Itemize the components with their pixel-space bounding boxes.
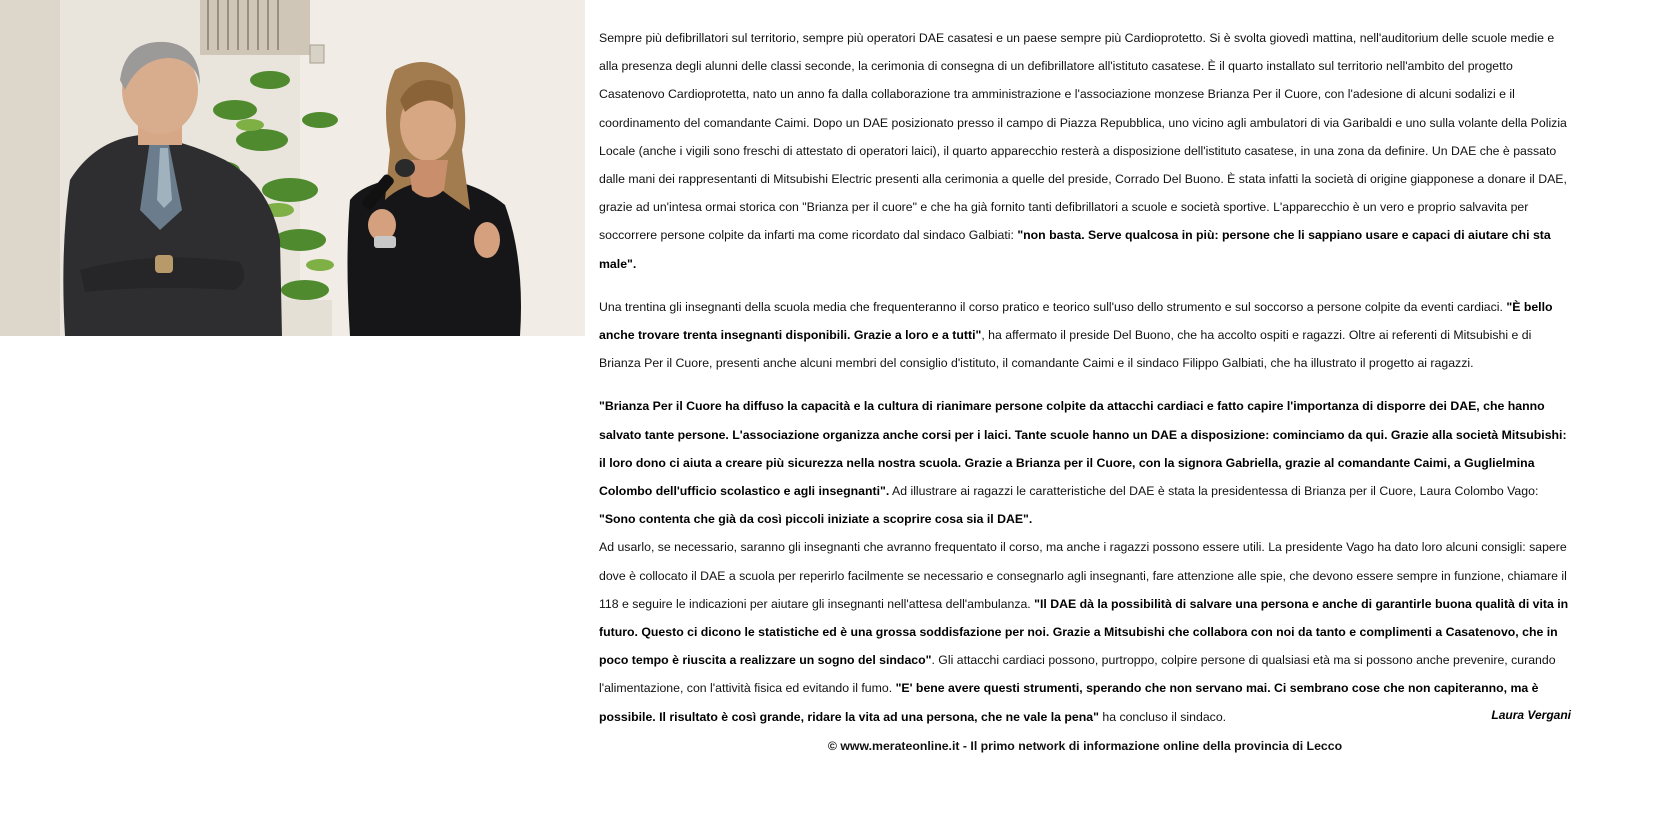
- paragraph-text: Ad usarlo, se necessario, saranno gli insegnanti che avranno frequentato il corso, ma anche i ragazzi possono essere utili. La presidente Vago ha dato loro alcuni consigli: sapere dove è collocato il DAE a scuola per reperirlo facilmente se necessario e consegnarlo agli insegnanti, fare attenzione alle spie, che devono essere sempre in funzione, chiamare il 118 e seguire le indicazioni per aiutare gli insegnanti nell'attesa dell'ambulanza.: [599, 540, 1567, 611]
- site-footer: © www.merateonline.it - Il primo network di informazione online della provincia di Lecco: [827, 739, 1343, 753]
- author-signature: Laura Vergani: [1491, 708, 1571, 722]
- article-body: [599, 24, 1571, 731]
- quote-school: "Brianza Per il Cuore ha diffuso la capacità e la cultura di rianimare persone colpite da attacchi cardiaci e fatto capire l'importanza di disporre dei DAE, che hanno salvato tante persone. L'associazione organizza anche corsi per i laici. Tante scuole hanno un DAE a disposizione: cominciamo da qui. Grazie alla società Mitsubishi: il loro dono ci aiuta a creare più sicurezza nella nostra scuola. Grazie a Brianza per il Cuore, con la signora Gabriella, grazie al comandante Caimi, a Guglielmina Colombo dell'ufficio scolastico e agli insegnanti".: [599, 399, 1567, 499]
- quote-dae: "Il DAE dà la possibilità di salvare una persona e anche di garantirle buona qualità di vita in futuro. Questo ci dicono le statistiche ed è una grossa soddisfazione per noi. Grazie a Mitsubishi che collabora con noi da tanto e complimenti a Casatenovo, che in poco tempo è riuscita a realizzare un sogno del sindaco": [599, 596, 1569, 668]
- quote-closing: "E' bene avere questi strumenti, sperando che non servano mai. Ci sembrano cose che non capiteranno, ma è possibile. Il risultato è così grande, ridare la vita ad una persona, che ne vale la pena": [599, 681, 1539, 724]
- paragraph-text: ha concluso il sindaco.: [1098, 709, 1227, 724]
- article-paragraph-4: [599, 533, 1571, 730]
- article-paragraph-3: [599, 392, 1571, 533]
- article-paragraph-1: [599, 24, 1571, 278]
- paragraph-text: Ad illustrare ai ragazzi le caratteristiche del DAE è stata la presidentessa di Brianza per il Cuore, Laura Colombo Vago:: [889, 484, 1539, 499]
- quote-mayor: "non basta. Serve qualcosa in più: persone che li sappiano usare e capaci di aiutare chi sta male".: [599, 228, 1551, 271]
- paragraph-text: , ha affermato il preside Del Buono, che ha accolto ospiti e ragazzi. Oltre ai referenti di Mitsubishi e di Brianza Per il Cuore, presenti anche alcuni membri del consiglio d'istituto, il comandante Caimi e il sindaco Filippo Galbiati, che ha illustrato il progetto ai ragazzi.: [599, 328, 1532, 371]
- paragraph-text: Una trentina gli insegnanti della scuola media che frequenteranno il corso pratico e teorico sull'uso dello strumento e sul soccorso a persone colpite da eventi cardiaci.: [599, 299, 1507, 314]
- paragraph-text: Sempre più defibrillatori sul territorio, sempre più operatori DAE casatesi e un paese sempre più Cardioprotetto. Si è svolta giovedì mattina, nell'auditorium delle scuole medie e alla presenza degli alunni delle classi seconde, la cerimonia di consegna di un defibrillatore all'istituto casatese. È il quarto installato sul territorio nell'ambito del progetto Casatenovo Cardioprotetta, nato un anno fa dalla collaborazione tra amministrazione e l'associazione monzese Brianza Per il Cuore, con l'adesione di alcuni sodalizi e il coordinamento del comandante Caimi. Dopo un DAE posizionato presso il campo di Piazza Repubblica, uno vicino agli ambulatori di via Garibaldi e uno sulla volante della Polizia Locale (anche i vigili sono freschi di attestato di operatori laici), il quarto apparecchio resterà a disposizione dell'istituto casatese, in una zona da definire. Un DAE che è passato dalle mani dei rappresentanti di Mitsubishi Electric presenti alla cerimonia a quelle del preside, Corrado Del Buono. È stata infatti la società di origine giapponese a donare il DAE, grazie ad un'intesa ormai storica con "Brianza per il cuore" e che ha già fornito tanti defibrillatori a scuole e società sportive. L'apparecchio è un vero e proprio salvavita per soccorrere persone colpite da infarti ma come ricordato dal sindaco Galbiati:: [599, 31, 1567, 243]
- event-photo: [0, 0, 585, 336]
- article-paragraph-2: [599, 293, 1571, 378]
- quote-principal: "È bello anche trovare trenta insegnanti disponibili. Grazie a loro e a tutti": [599, 299, 1553, 343]
- paragraph-text: . Gli attacchi cardiaci possono, purtroppo, colpire persone di qualsiasi età ma si possono anche prevenire, curando l'alimentazione, con l'attività fisica ed evitando il fumo.: [599, 653, 1556, 696]
- quote-president: "Sono contenta che già da così piccoli iniziate a scoprire cosa sia il DAE".: [599, 512, 1033, 527]
